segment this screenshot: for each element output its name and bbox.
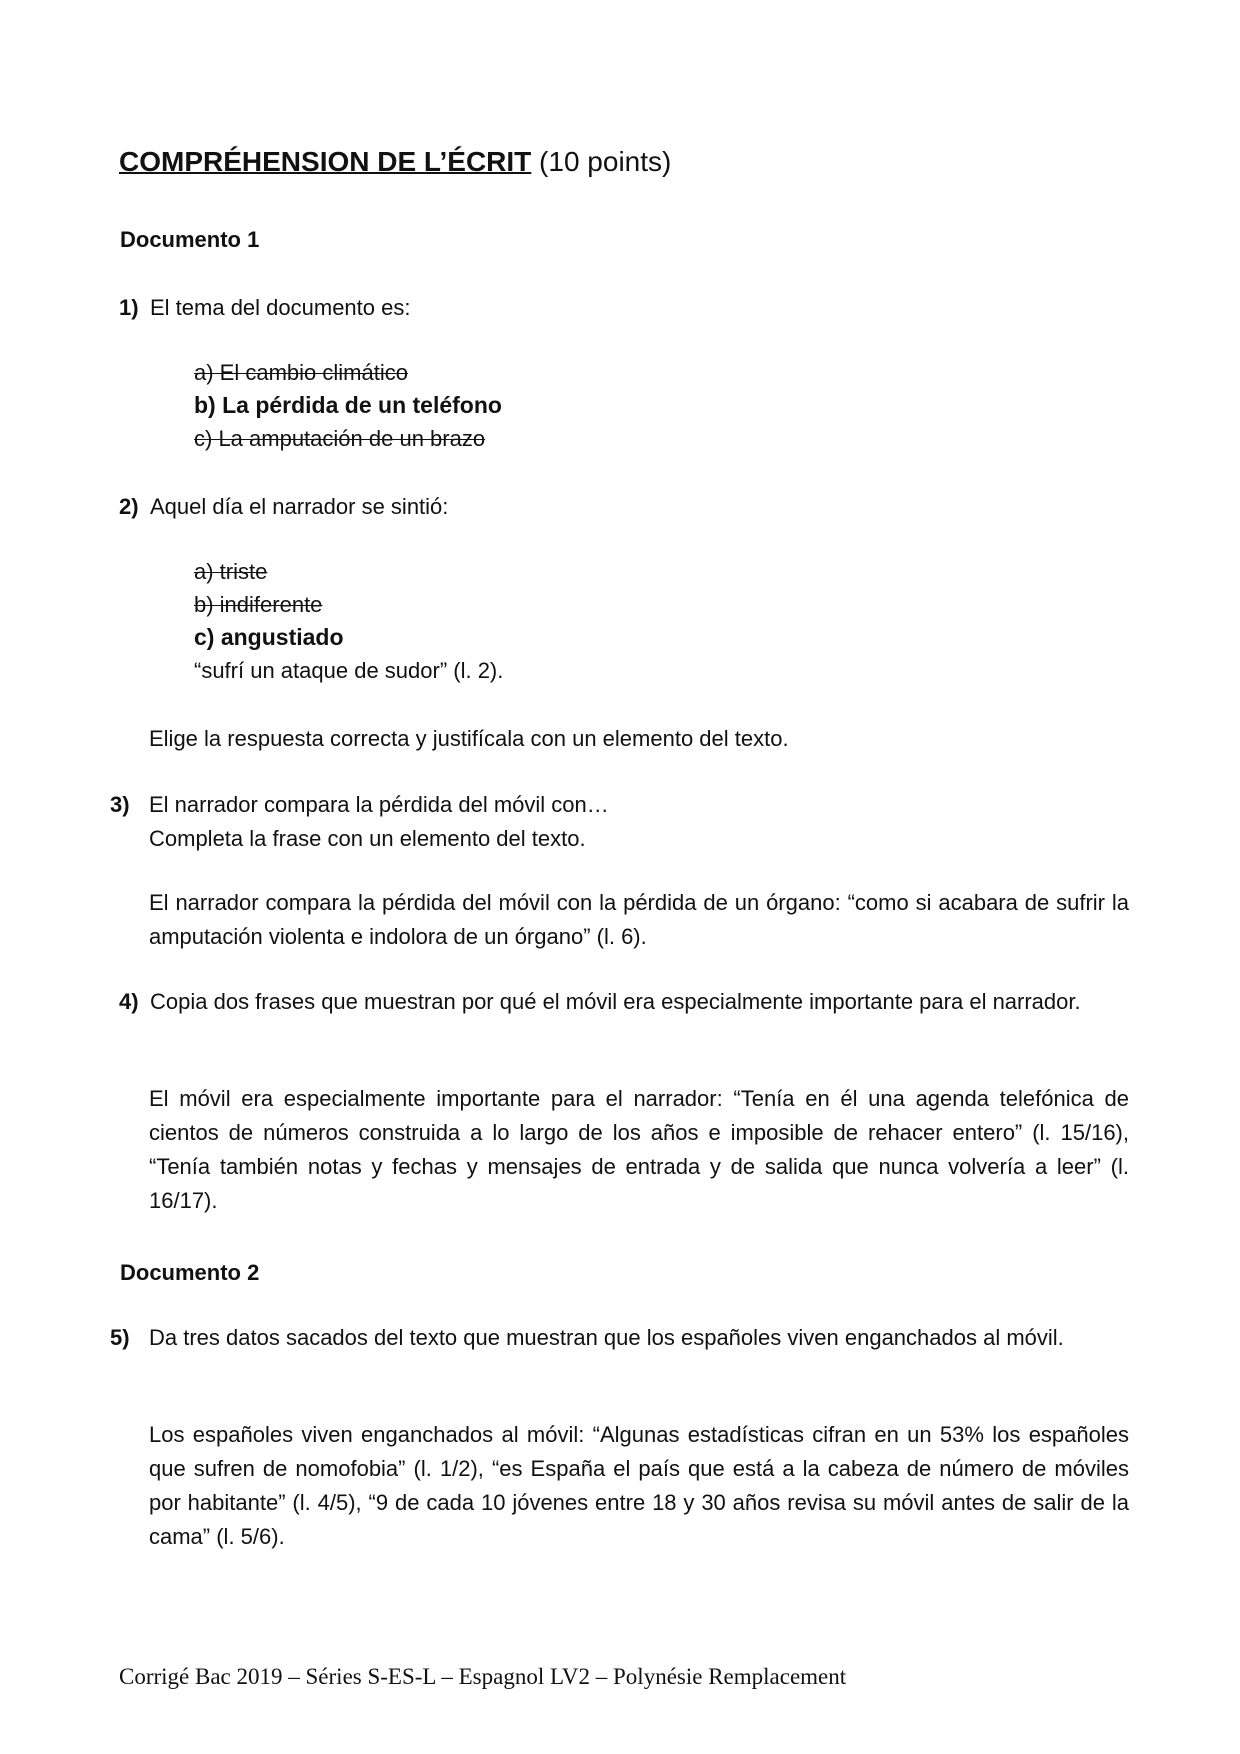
- question-text: El tema del documento es:: [150, 295, 411, 320]
- question-5: [110, 1321, 1160, 1389]
- q1-option-c: c) La amputación de un brazo: [194, 426, 486, 451]
- question-number: 1): [119, 295, 139, 320]
- q2-option-a: a) triste: [194, 559, 268, 584]
- question-text: Copia dos frases que muestran por qué el móvil era especialmente importante para el narrador.: [150, 989, 1081, 1014]
- q1-option-b: b) La pérdida de un teléfono: [194, 392, 502, 418]
- question-text: Da tres datos sacados del texto que muestran que los españoles viven enganchados al móvil.: [149, 1325, 1064, 1350]
- question-subtext: Completa la frase con un elemento del texto.: [149, 826, 586, 851]
- q1-option-a: a) El cambio climático: [194, 360, 408, 385]
- question-4: [119, 985, 1159, 1053]
- question-number: 4): [119, 989, 139, 1014]
- q2-instruction: Elige la respuesta correcta y justifícala con un elemento del texto.: [149, 726, 789, 751]
- question-number: 5): [110, 1325, 130, 1350]
- q2-option-b: b) indiferente: [194, 592, 323, 617]
- q5-answer: Los españoles viven enganchados al móvil: “Algunas estadísticas cifran en un 53% los españoles que sufren de nomofobia” (l. 1/2), “es España el país que está a la cabeza de número de móviles por habitante” (l. 4/5), “9 de cada 10 jóvenes entre 18 y 30 años revisa su móvil antes de salir de la cama” (l. 5/6).: [149, 1422, 1129, 1549]
- q4-answer: El móvil era especialmente importante para el narrador: “Tenía en él una agenda telefónica de cientos de números construida a lo largo de los años e imposible de rehacer entero” (l. 15/16), “Tenía también notas y fechas y mensajes de entrada y de salida que nunca volvería a leer” (l. 16/17).: [149, 1086, 1129, 1213]
- q2-option-c: c) angustiado: [194, 624, 344, 650]
- question-text: Aquel día el narrador se sintió:: [150, 494, 449, 519]
- points-label: (10 points): [531, 146, 672, 177]
- document-2-heading: Documento 2: [120, 1260, 260, 1285]
- document-1-heading: Documento 1: [120, 227, 260, 252]
- page-title: [119, 146, 671, 178]
- q2-justification: “sufrí un ataque de sudor” (l. 2).: [194, 658, 504, 683]
- question-number: 2): [119, 494, 139, 519]
- page-footer: Corrigé Bac 2019 – Séries S-ES-L – Espagnol LV2 – Polynésie Remplacement: [119, 1664, 847, 1689]
- section-heading: COMPRÉHENSION DE L’ÉCRIT: [119, 146, 532, 177]
- question-text: El narrador compara la pérdida del móvil con…: [149, 792, 609, 817]
- question-2: [119, 490, 1159, 524]
- question-3: [110, 788, 1160, 856]
- q3-answer: El narrador compara la pérdida del móvil con la pérdida de un órgano: “como si acabara de sufrir la amputación violenta e indolora de un órgano” (l. 6).: [149, 890, 1129, 949]
- question-number: 3): [110, 792, 130, 817]
- question-1: [119, 291, 1159, 325]
